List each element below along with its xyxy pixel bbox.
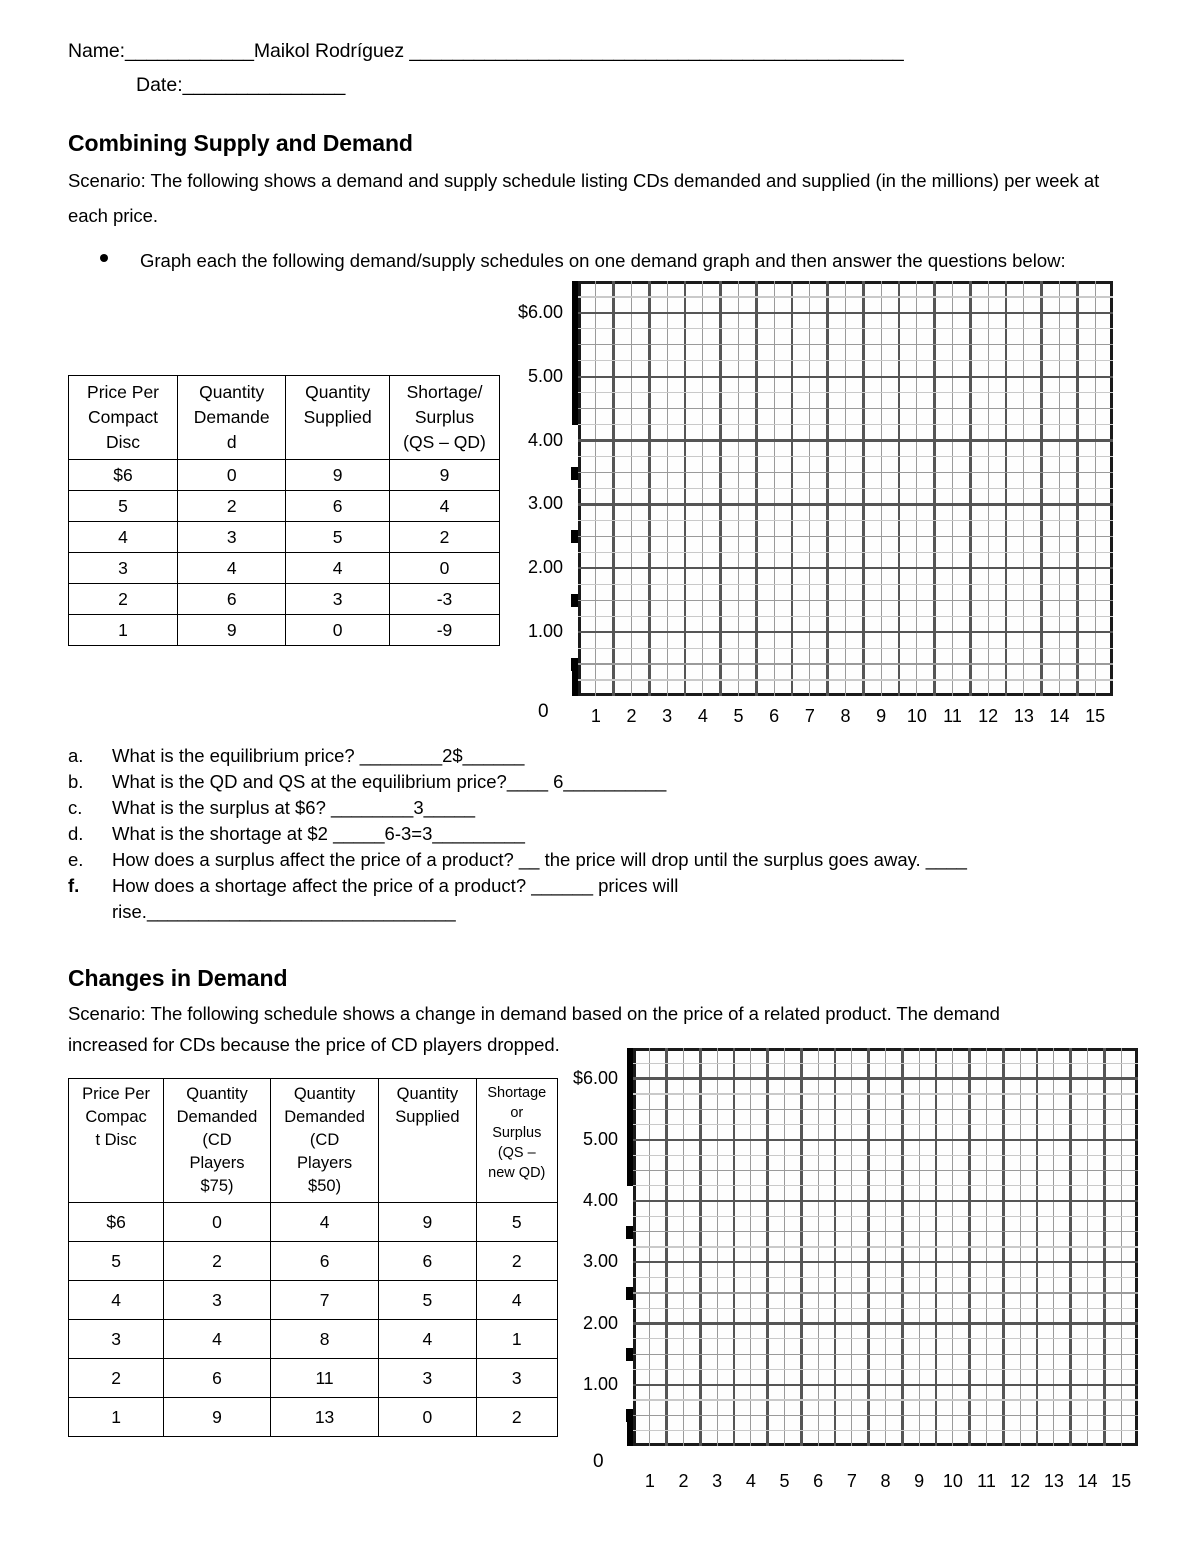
x-axis-label: 14 (1077, 1471, 1098, 1491)
cell: 9 (379, 1203, 476, 1242)
cell: 9 (286, 460, 390, 491)
cell: 8 (270, 1320, 378, 1359)
grid-line-horizontal (633, 1139, 1138, 1141)
name-trailing-blank: ______________________________________________ (409, 40, 904, 62)
question-text: What is the equilibrium price? ________2$______ (112, 745, 525, 766)
cell: 0 (178, 460, 286, 491)
x-axis-label: 13 (1013, 706, 1034, 726)
grid-line-horizontal (578, 600, 1113, 601)
cell: 5 (379, 1281, 476, 1320)
grid-line-horizontal (578, 408, 1113, 409)
x-axis-label: 1 (644, 1471, 655, 1491)
x-axis-label: 5 (733, 706, 744, 726)
grid-line-horizontal (578, 488, 1113, 489)
x-axis-label: 11 (943, 706, 962, 726)
table-row (69, 1320, 558, 1359)
x-axis-label: 6 (813, 1471, 824, 1491)
date-blank: _______________ (182, 74, 346, 96)
y-axis-label: 2.00 (582, 1312, 618, 1333)
y-axis-tick (626, 1348, 633, 1361)
cell: 3 (69, 1320, 164, 1359)
grid-line-horizontal (578, 616, 1113, 617)
cell: 7 (270, 1281, 378, 1320)
y-axis-label: 1.00 (527, 621, 563, 642)
grid-line-horizontal (578, 552, 1113, 553)
y-axis-line (572, 281, 578, 425)
grid-line-horizontal (578, 424, 1113, 425)
x-axis-label: 15 (1111, 1471, 1132, 1491)
grid-line-horizontal (633, 1292, 1138, 1293)
cell: 1 (69, 1398, 164, 1437)
grid-line-horizontal (633, 1354, 1138, 1355)
cell: 0 (164, 1203, 271, 1242)
grid-line-horizontal (578, 392, 1113, 393)
grid-line-horizontal (633, 1322, 1138, 1324)
supply-demand-schedule-table (68, 375, 500, 646)
question-list (68, 745, 1068, 927)
cell: 3 (286, 584, 390, 615)
grid-line-horizontal (633, 1338, 1138, 1339)
grid-line-horizontal (578, 648, 1113, 649)
cell: 3 (178, 522, 286, 553)
grid-line-horizontal (633, 1277, 1138, 1278)
cell: -3 (390, 584, 500, 615)
x-axis-label: 6 (769, 706, 780, 726)
grid-line-horizontal (633, 1399, 1138, 1400)
x-axis-label: 10 (942, 1471, 963, 1491)
table2-header-qd-50: Quantity Demanded (CD Players $50) (270, 1079, 378, 1203)
cell: 13 (270, 1398, 378, 1437)
x-axis-label: 10 (906, 706, 927, 726)
y-axis-label: 3.00 (527, 493, 563, 514)
table-row (69, 1203, 558, 1242)
changes-in-demand-schedule-table (68, 1078, 558, 1437)
origin-label: 0 (538, 701, 549, 722)
section1-bullet-text: Graph each the following demand/supply schedules on one demand graph and then answer the questions below: (140, 250, 1066, 271)
grid-line-horizontal (578, 312, 1113, 314)
grid-line-horizontal (633, 1384, 1138, 1386)
y-axis-label: 3.00 (582, 1251, 618, 1272)
grid-line-horizontal (578, 679, 1113, 680)
student-name: Maikol Rodríguez (253, 40, 405, 62)
question-text: How does a surplus affect the price of a product? __ the price will drop until the surplus goes away. ____ (112, 849, 967, 870)
y-axis-label: $6.00 (572, 1067, 618, 1088)
cell: -9 (390, 615, 500, 646)
cell: 9 (178, 615, 286, 646)
table1-header-qd: Quantity Demande d (178, 376, 286, 460)
cell: 9 (164, 1398, 271, 1437)
table2-header-shortage-surplus: Shortage or Surplus (QS – new QD) (476, 1079, 557, 1203)
y-axis-tick (571, 467, 578, 480)
section2-scenario: Scenario: The following schedule shows a change in demand based on the price of a related product. The demand increased for CDs because the price of CD players dropped. (68, 1003, 1000, 1055)
name-line (68, 40, 904, 63)
cell: 0 (286, 615, 390, 646)
table-row (69, 553, 500, 584)
grid-line-horizontal (633, 1063, 1138, 1064)
x-axis-label: 15 (1085, 706, 1106, 726)
name-blank: ____________ (124, 40, 254, 62)
cell: 1 (69, 615, 178, 646)
grid-line-horizontal (633, 1246, 1138, 1247)
table-header-row (69, 1079, 558, 1203)
grid-line-horizontal (633, 1185, 1138, 1186)
grid-line-horizontal (578, 456, 1113, 457)
cell: 4 (379, 1320, 476, 1359)
x-axis-label: 12 (978, 706, 999, 726)
question-text: How does a shortage affect the price of a product? ______ prices will (112, 875, 679, 896)
x-axis-label: 7 (846, 1471, 857, 1491)
grid-line-horizontal (578, 536, 1113, 537)
grid-line-horizontal (633, 1155, 1138, 1156)
y-axis-label: $6.00 (517, 301, 563, 322)
grid-line-horizontal (633, 1200, 1138, 1202)
grid-line-horizontal (578, 344, 1113, 345)
grid-line-horizontal (633, 1170, 1138, 1171)
table-row (69, 615, 500, 646)
grid-line-horizontal (578, 663, 1113, 664)
grid-line-horizontal (633, 1077, 1138, 1079)
question-e (68, 849, 1068, 875)
question-text: What is the shortage at $2 _____6-3=3_________ (112, 823, 525, 844)
grid-line-horizontal (633, 1415, 1138, 1416)
y-axis-line (627, 1048, 633, 1186)
cell: 2 (390, 522, 500, 553)
cell: 3 (476, 1359, 557, 1398)
table1-header-qs: Quantity Supplied (286, 376, 390, 460)
cell: 2 (178, 491, 286, 522)
grid-line-horizontal (633, 1216, 1138, 1217)
grid-line-horizontal (578, 439, 1113, 441)
x-axis-label: 8 (880, 1471, 891, 1491)
table-row (69, 522, 500, 553)
y-axis-label: 4.00 (527, 429, 563, 450)
x-axis-label: 7 (804, 706, 815, 726)
cell: $6 (69, 1203, 164, 1242)
grid-line-horizontal (578, 584, 1113, 585)
table1-header-shortage-surplus: Shortage/ Surplus (QS – QD) (390, 376, 500, 460)
question-a (68, 745, 1068, 771)
x-axis-label: 3 (662, 706, 673, 726)
table-header-row (69, 376, 500, 460)
cell: 4 (270, 1203, 378, 1242)
cell: 0 (390, 553, 500, 584)
x-axis-label: 14 (1049, 706, 1070, 726)
y-axis-label: 5.00 (582, 1128, 618, 1149)
origin-label: 0 (593, 1451, 604, 1472)
cell: 4 (69, 522, 178, 553)
question-letter: d. (68, 823, 84, 844)
question-c (68, 797, 1068, 823)
table2-header-qs: Quantity Supplied (379, 1079, 476, 1203)
question-letter: c. (68, 797, 83, 818)
x-axis-label: 4 (745, 1471, 756, 1491)
question-letter: a. (68, 745, 84, 766)
cell: $6 (69, 460, 178, 491)
cell: 6 (379, 1242, 476, 1281)
y-axis-label: 5.00 (527, 365, 563, 386)
table1-header-price: Price Per Compact Disc (69, 376, 178, 460)
table-row (69, 1398, 558, 1437)
cell: 9 (390, 460, 500, 491)
x-axis-label: 11 (977, 1471, 996, 1491)
question-b (68, 771, 1068, 797)
x-axis-label: 12 (1010, 1471, 1031, 1491)
cell: 6 (286, 491, 390, 522)
cell: 2 (476, 1398, 557, 1437)
question-d (68, 823, 1068, 849)
grid-line-horizontal (633, 1231, 1138, 1232)
x-axis-label: 4 (697, 706, 708, 726)
table2-header-price: Price Per Compac t Disc (69, 1079, 164, 1203)
grid-line-horizontal (578, 567, 1113, 569)
question-letter: b. (68, 771, 84, 792)
grid-line-horizontal (633, 1430, 1138, 1431)
y-axis-tick (571, 530, 578, 543)
x-axis-label: 2 (678, 1471, 689, 1491)
grid-line-horizontal (633, 1124, 1138, 1125)
cell: 2 (164, 1242, 271, 1281)
cell: 5 (69, 1242, 164, 1281)
section1-bullet-item (100, 245, 1085, 276)
x-axis-label: 13 (1043, 1471, 1064, 1491)
cell: 5 (476, 1203, 557, 1242)
bullet-icon (100, 254, 108, 262)
cell: 6 (178, 584, 286, 615)
date-line (136, 74, 345, 97)
cell: 6 (164, 1359, 271, 1398)
grid-line-horizontal (633, 1109, 1138, 1110)
cell: 4 (476, 1281, 557, 1320)
cell: 3 (69, 553, 178, 584)
grid-line-horizontal (578, 376, 1113, 378)
cell: 2 (476, 1242, 557, 1281)
question-f-continuation (68, 901, 1068, 927)
grid-line-horizontal (578, 328, 1113, 329)
x-axis-label: 3 (712, 1471, 723, 1491)
grid-line-horizontal (633, 1261, 1138, 1263)
x-axis-label: 8 (840, 706, 851, 726)
y-axis-line-lower (627, 1412, 633, 1446)
question-text: What is the surplus at $6? ________3_____ (112, 797, 476, 818)
date-label: Date: (136, 74, 183, 96)
table-row (69, 491, 500, 522)
cell: 5 (69, 491, 178, 522)
question-continuation-text: rise.______________________________ (112, 901, 456, 922)
x-axis-label: 9 (914, 1471, 925, 1491)
cell: 4 (390, 491, 500, 522)
cell: 3 (164, 1281, 271, 1320)
grid-line-horizontal (633, 1369, 1138, 1370)
question-letter: e. (68, 849, 84, 870)
grid-line-horizontal (578, 296, 1113, 297)
cell: 11 (270, 1359, 378, 1398)
x-axis-label: 1 (590, 706, 601, 726)
grid-line-horizontal (578, 503, 1113, 505)
question-f (68, 875, 1068, 901)
y-axis-label: 4.00 (582, 1190, 618, 1211)
cell: 4 (164, 1320, 271, 1359)
section-title-combining-supply-and-demand: Combining Supply and Demand (68, 130, 413, 156)
grid-line-horizontal (578, 631, 1113, 633)
x-axis-label: 5 (779, 1471, 790, 1491)
cell: 4 (178, 553, 286, 584)
cell: 0 (379, 1398, 476, 1437)
y-axis-label: 2.00 (527, 557, 563, 578)
y-axis-label: 1.00 (582, 1373, 618, 1394)
cell: 2 (69, 1359, 164, 1398)
y-axis-tick (626, 1226, 633, 1239)
grid-line-horizontal (578, 472, 1113, 473)
y-axis-tick (571, 594, 578, 607)
question-letter: f. (68, 875, 80, 896)
table-row (69, 584, 500, 615)
grid-line-horizontal (578, 520, 1113, 521)
table2-header-qd-75: Quantity Demanded (CD Players $75) (164, 1079, 271, 1203)
grid-line-horizontal (578, 360, 1113, 361)
x-axis-label: 9 (876, 706, 887, 726)
table-row (69, 1359, 558, 1398)
table-row (69, 1242, 558, 1281)
y-axis-line-lower (572, 661, 578, 696)
grid-line-horizontal (633, 1308, 1138, 1309)
grid-line-horizontal (633, 1093, 1138, 1094)
cell: 4 (286, 553, 390, 584)
section-title-changes-in-demand: Changes in Demand (68, 965, 288, 991)
cell: 3 (379, 1359, 476, 1398)
cell: 6 (270, 1242, 378, 1281)
question-text: What is the QD and QS at the equilibrium price?____ 6__________ (112, 771, 667, 792)
name-label: Name: (68, 40, 125, 62)
table-row (69, 460, 500, 491)
section1-scenario: Scenario: The following shows a demand and supply schedule listing CDs demanded and supplied (in the millions) per week at each price. (68, 170, 1100, 226)
table-row (69, 1281, 558, 1320)
cell: 4 (69, 1281, 164, 1320)
x-axis-label: 2 (626, 706, 637, 726)
cell: 1 (476, 1320, 557, 1359)
cell: 5 (286, 522, 390, 553)
cell: 2 (69, 584, 178, 615)
y-axis-tick (626, 1287, 633, 1300)
